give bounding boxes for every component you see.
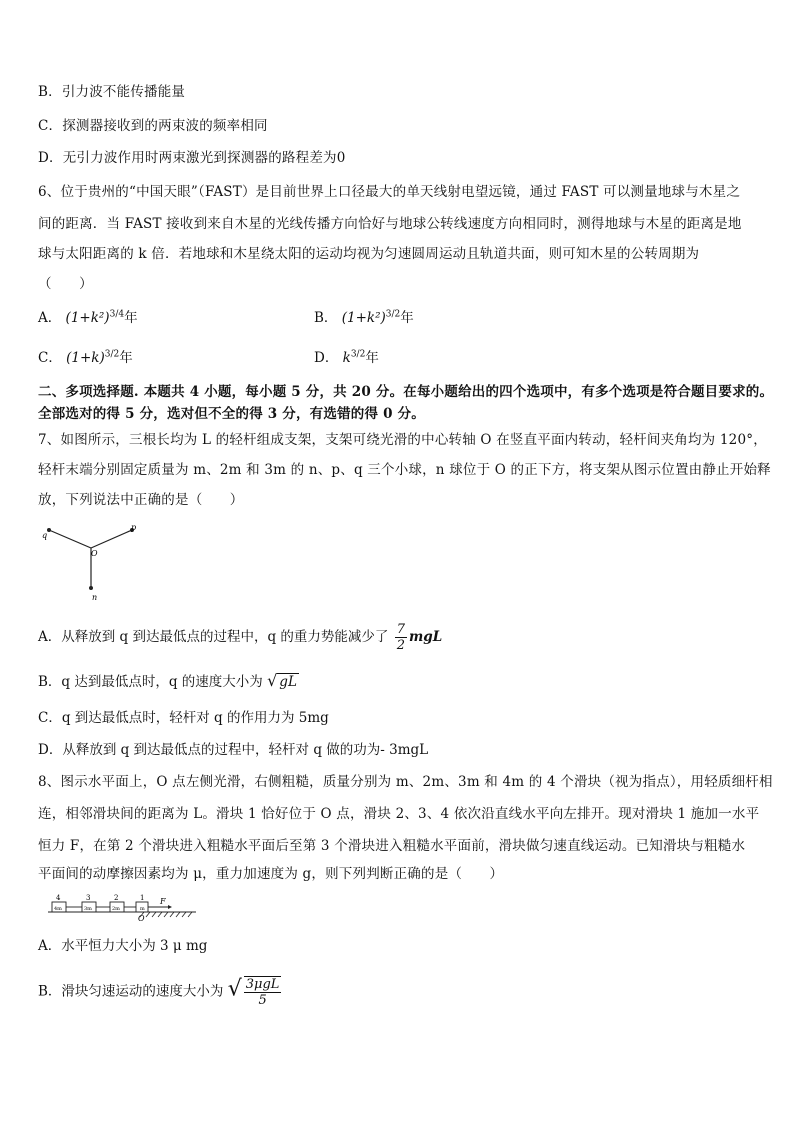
q7-stem-line3: 放，下列说法中正确的是（ ） bbox=[38, 492, 244, 508]
q8-sliding-blocks-figure bbox=[44, 890, 204, 922]
q8-stem-line1: 8、图示水平面上，O 点左侧光滑，右侧粗糙，质量分别为 m、2m、3m 和 4m 的 4 个滑块（视为指点），用轻质细杆相 bbox=[38, 774, 773, 790]
q8-block-4-mass: 4m bbox=[54, 906, 62, 912]
section2-heading-line1: 二、多项选择题. 本题共 4 小题，每小题 5 分，共 20 分。在每小题给出的四个选项中，有多个选项是符合题目要求的。 bbox=[38, 384, 774, 400]
q7-option-d: D．从释放到 q 到达最低点的过程中，轻杆对 q 做的功为- 3mgL bbox=[38, 742, 429, 758]
q8-stem-line2: 连，相邻滑块间的距离为 L。滑块 1 恰好位于 O 点，滑块 2、3、4 依次沿直线水平向左排开。现对滑块 1 施加一水平 bbox=[38, 806, 760, 822]
section2-heading-line2: 全部选对的得 5 分，选对但不全的得 3 分，有选错的得 0 分。 bbox=[38, 406, 425, 422]
q7-stem-line1: 7、如图所示，三根长均为 L 的轻杆组成支架，支架可绕光滑的中心转轴 O 在竖直平面内转动，轻杆间夹角均为 120°， bbox=[38, 432, 767, 448]
q6-option-d: D． $k^{3/2}$年 bbox=[314, 349, 379, 366]
q8-block-1-mass: m bbox=[140, 906, 145, 912]
q6-option-b: B． $(1+k^2)^{3/2}$年 bbox=[314, 309, 414, 326]
q8-block-2-num: 2 bbox=[114, 894, 119, 902]
q7-option-b: B．q 达到最低点时，q 的速度大小为 √ gL bbox=[38, 671, 297, 690]
q6-option-c: C． $(1+k)^{3/2}$年 bbox=[38, 349, 133, 366]
q8-option-a: A．水平恒力大小为 3 μ mg bbox=[38, 938, 208, 954]
q8-block-4-num: 4 bbox=[56, 894, 61, 902]
q7-label-o: O bbox=[91, 549, 98, 558]
q8-block-3-num: 3 bbox=[86, 894, 91, 902]
q6-stem-line2: 间的距离．当 FAST 接收到来自木星的光线传播方向恰好与地球公转线速度方向相同时，测得地球与木星的距离是地 bbox=[38, 216, 742, 232]
q8-stem-line3: 恒力 F，在第 2 个滑块进入粗糙水平面后至第 3 个滑块进入粗糙水平面前，滑块做匀速直线运动。已知滑块与粗糙水 bbox=[38, 838, 746, 854]
q5-option-c: C．探测器接收到的两束波的频率相同 bbox=[38, 118, 268, 134]
q5-option-b: B．引力波不能传播能量 bbox=[38, 84, 186, 100]
q7-label-p: p bbox=[131, 523, 137, 532]
q7-label-q: q bbox=[42, 531, 48, 540]
q7-stem-line2: 轻杆末端分别固定质量为 m、2m 和 3m 的 n、p、q 三个小球，n 球位于 O 的正下方，将支架从图示位置由静止开始释 bbox=[38, 462, 771, 478]
q7-option-a: A．从释放到 q 到达最低点的过程中，q 的重力势能减少了 $\frac{7}{2}$ mgL bbox=[38, 622, 443, 653]
q6-stem-line3: 球与太阳距离的 k 倍．若地球和木星绕太阳的运动均视为匀速圆周运动且轨道共面，则可知木星的公转周期为 bbox=[38, 246, 700, 262]
q8-block-3-mass: 3m bbox=[84, 906, 92, 912]
q7-option-c: C．q 到达最低点时，轻杆对 q 的作用力为 5mg bbox=[38, 710, 329, 726]
q6-option-a: A． $(1+k^2)^{3/4}$年 bbox=[38, 309, 138, 326]
q8-stem-line4: 平面间的动摩擦因素均为 μ，重力加速度为 g，则下列判断正确的是（ ） bbox=[38, 866, 504, 882]
q8-block-2-mass: 2m bbox=[112, 906, 120, 912]
q7-label-n: n bbox=[92, 593, 98, 602]
q8-option-b-sqrt-fraction: $\frac{\text{3μgL}}{5}$ bbox=[245, 977, 280, 1008]
q7-rotating-frame-figure bbox=[36, 520, 156, 606]
q7-option-a-fraction: $\frac{7}{2}$ bbox=[396, 622, 405, 653]
q6-answer-blank: （ ） bbox=[38, 276, 93, 292]
q8-option-b: B．滑块匀速运动的速度大小为 √ $\frac{\text{3μgL}}{5}$ bbox=[38, 976, 280, 1008]
q5-option-d: D．无引力波作用时两束激光到探测器的路程差为0 bbox=[38, 150, 346, 166]
q8-label-o: O bbox=[138, 914, 145, 922]
q8-block-1-num: 1 bbox=[140, 894, 145, 902]
q8-label-f: F bbox=[160, 897, 166, 906]
q6-stem-line1: 6、位于贵州的“中国天眼”（FAST）是目前世界上口径最大的单天线射电望远镜，通过 FAST 可以测量地球与木星之 bbox=[38, 184, 741, 200]
